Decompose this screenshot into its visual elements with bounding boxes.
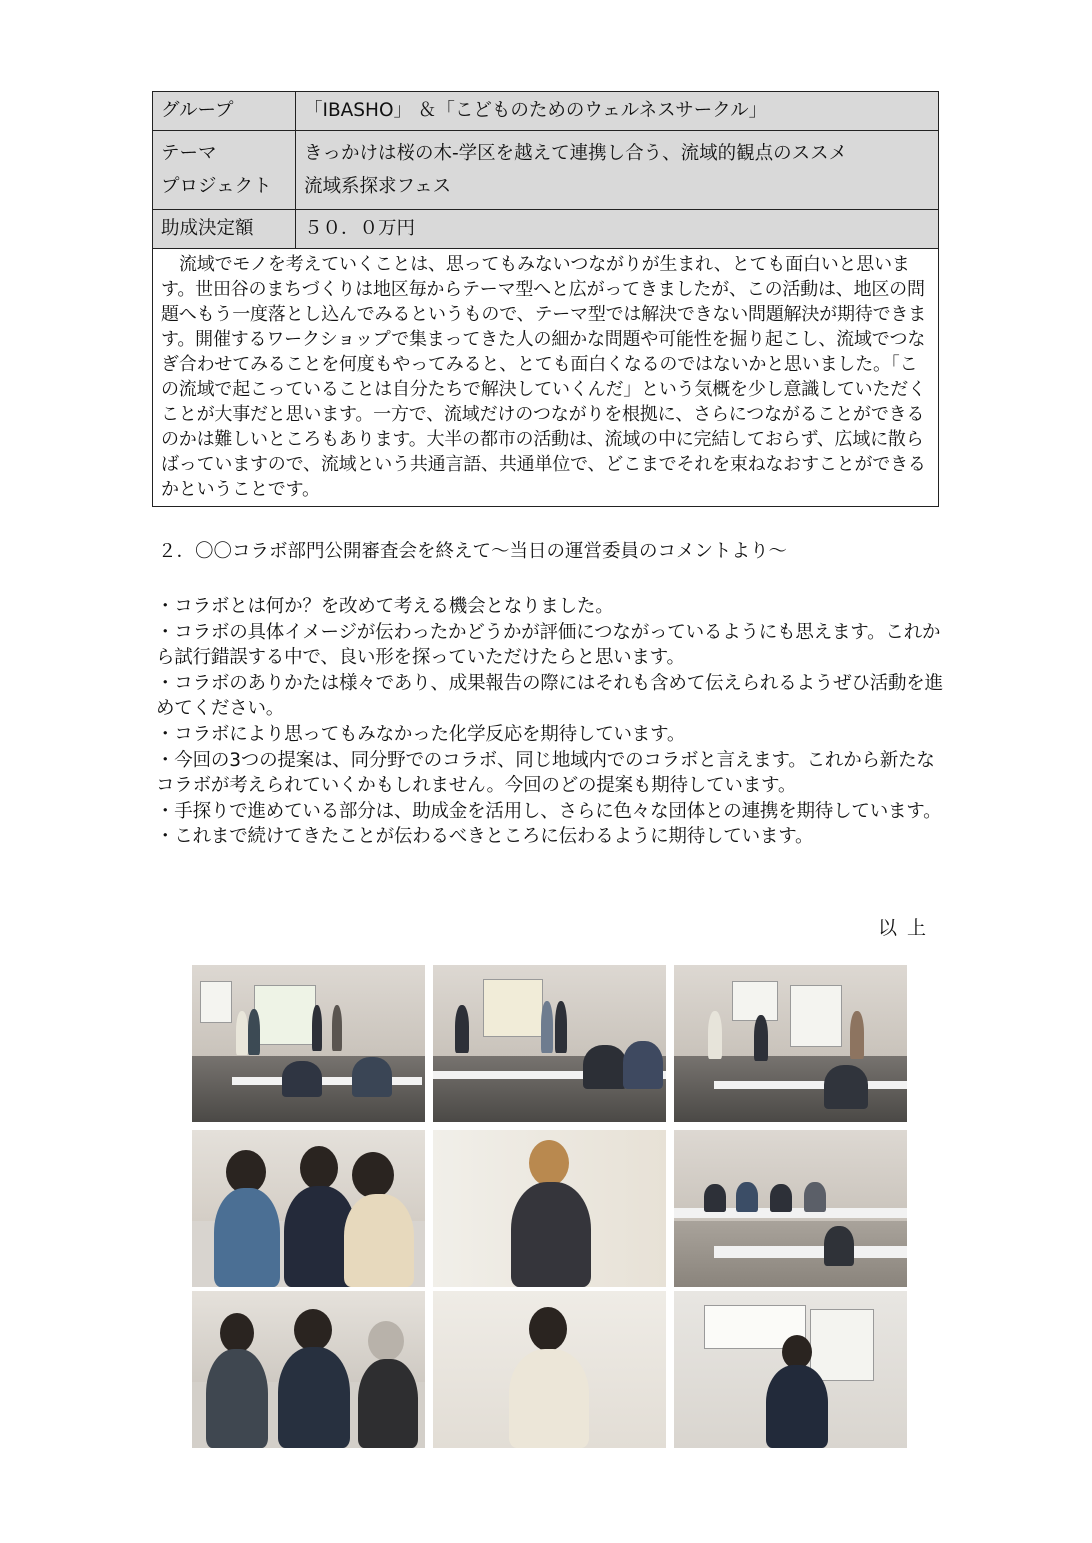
event-photo-speaker-man (674, 1291, 907, 1448)
amount-value: ５０．０万円 (296, 210, 939, 249)
project-label: プロジェクト (161, 176, 272, 197)
event-photo-audience-laughing (192, 1291, 425, 1448)
event-photo-presentation-1 (192, 965, 425, 1122)
theme-value-cell (296, 131, 939, 210)
comment-item: ・コラボとは何か？を改めて考える機会となりました。 (156, 596, 614, 617)
closing-mark: 以上 (878, 917, 937, 939)
event-photo-grid (192, 965, 910, 1449)
theme-row (153, 131, 939, 210)
section-heading: ２．〇〇コラボ部門公開審査会を終えて～当日の運営委員のコメントより～ (158, 541, 788, 562)
event-photo-speaker-woman-2 (433, 1291, 666, 1448)
comment-item: ・手探りで進めている部分は、助成金を活用し、さらに色々な団体との連携を期待しています。 (156, 800, 942, 822)
group-row (153, 92, 939, 131)
group-label: グループ (153, 92, 296, 131)
comment-item: ・今回の3つの提案は、同分野でのコラボ、同じ地域内でのコラボと言えます。これから新たなコラボが考えられていくかもしれません。今回のどの提案も期待しています。 (156, 749, 935, 797)
committee-comments-list (156, 594, 946, 850)
event-photo-committee-members (192, 1130, 425, 1287)
comment-item: ・コラボの具体イメージが伝わったかどうかが評価につながっているようにも思えます。これから試行錯誤する中で、良い形を探っていただけたらと思います。 (156, 621, 941, 669)
event-photo-presentation-2 (433, 965, 666, 1122)
event-photo-meeting-room (674, 1130, 907, 1287)
committee-comment: 流域でモノを考えていくことは、思ってもみないつながりが生まれ、とても面白いと思います。世田谷のまちづくりは地区毎からテーマ型へと広がってきましたが、この活動は、地区の問題へもう一度落とし込んでみるというもので、テーマ型では解決できない問題解決が期待できます。開催するワークショップで集まってきた人の細かな問題や可能性を掘り起こし、流域でつなぎ合わせてみることを何度もやってみると、とても面白くなるのではないかと思いました。「この流域で起こっていることは自分たちで解決していくんだ」という気概を少し意識していただくことが大事だと思います。一方で、流域だけのつながりを根拠に、さらにつながることができるのかは難しいところもあります。大半の都市の活動は、流域の中に完結しておらず、広域に散らばっていますので、流域という共通言語、共通単位で、どこまでそれを束ねなおすことができるかということです。 (161, 254, 927, 500)
comment-item: ・これまで続けてきたことが伝わるべきところに伝わるように期待しています。 (156, 826, 814, 848)
comment-item: ・コラボのありかたは様々であり、成果報告の際にはそれも含めて伝えられるようぜひ活動を進めてください。 (156, 672, 943, 720)
group-value: 「IBASHO」 ＆「こどものためのウェルネスサークル」 (296, 92, 939, 131)
amount-row (153, 210, 939, 249)
theme-value: きっかけは桜の木-学区を越えて連携し合う、流域的観点のススメ (304, 143, 848, 164)
project-value: 流域系探求フェス (304, 176, 452, 197)
committee-comment-cell (153, 249, 939, 507)
theme-label-cell (153, 131, 296, 210)
amount-label: 助成決定額 (153, 210, 296, 249)
event-photo-presentation-3 (674, 965, 907, 1122)
comment-row (153, 249, 939, 507)
project-info-table (152, 91, 939, 507)
comment-item: ・コラボにより思ってもみなかった化学反応を期待しています。 (156, 723, 686, 745)
event-photo-speaker-woman (433, 1130, 666, 1287)
theme-label: テーマ (161, 143, 217, 164)
